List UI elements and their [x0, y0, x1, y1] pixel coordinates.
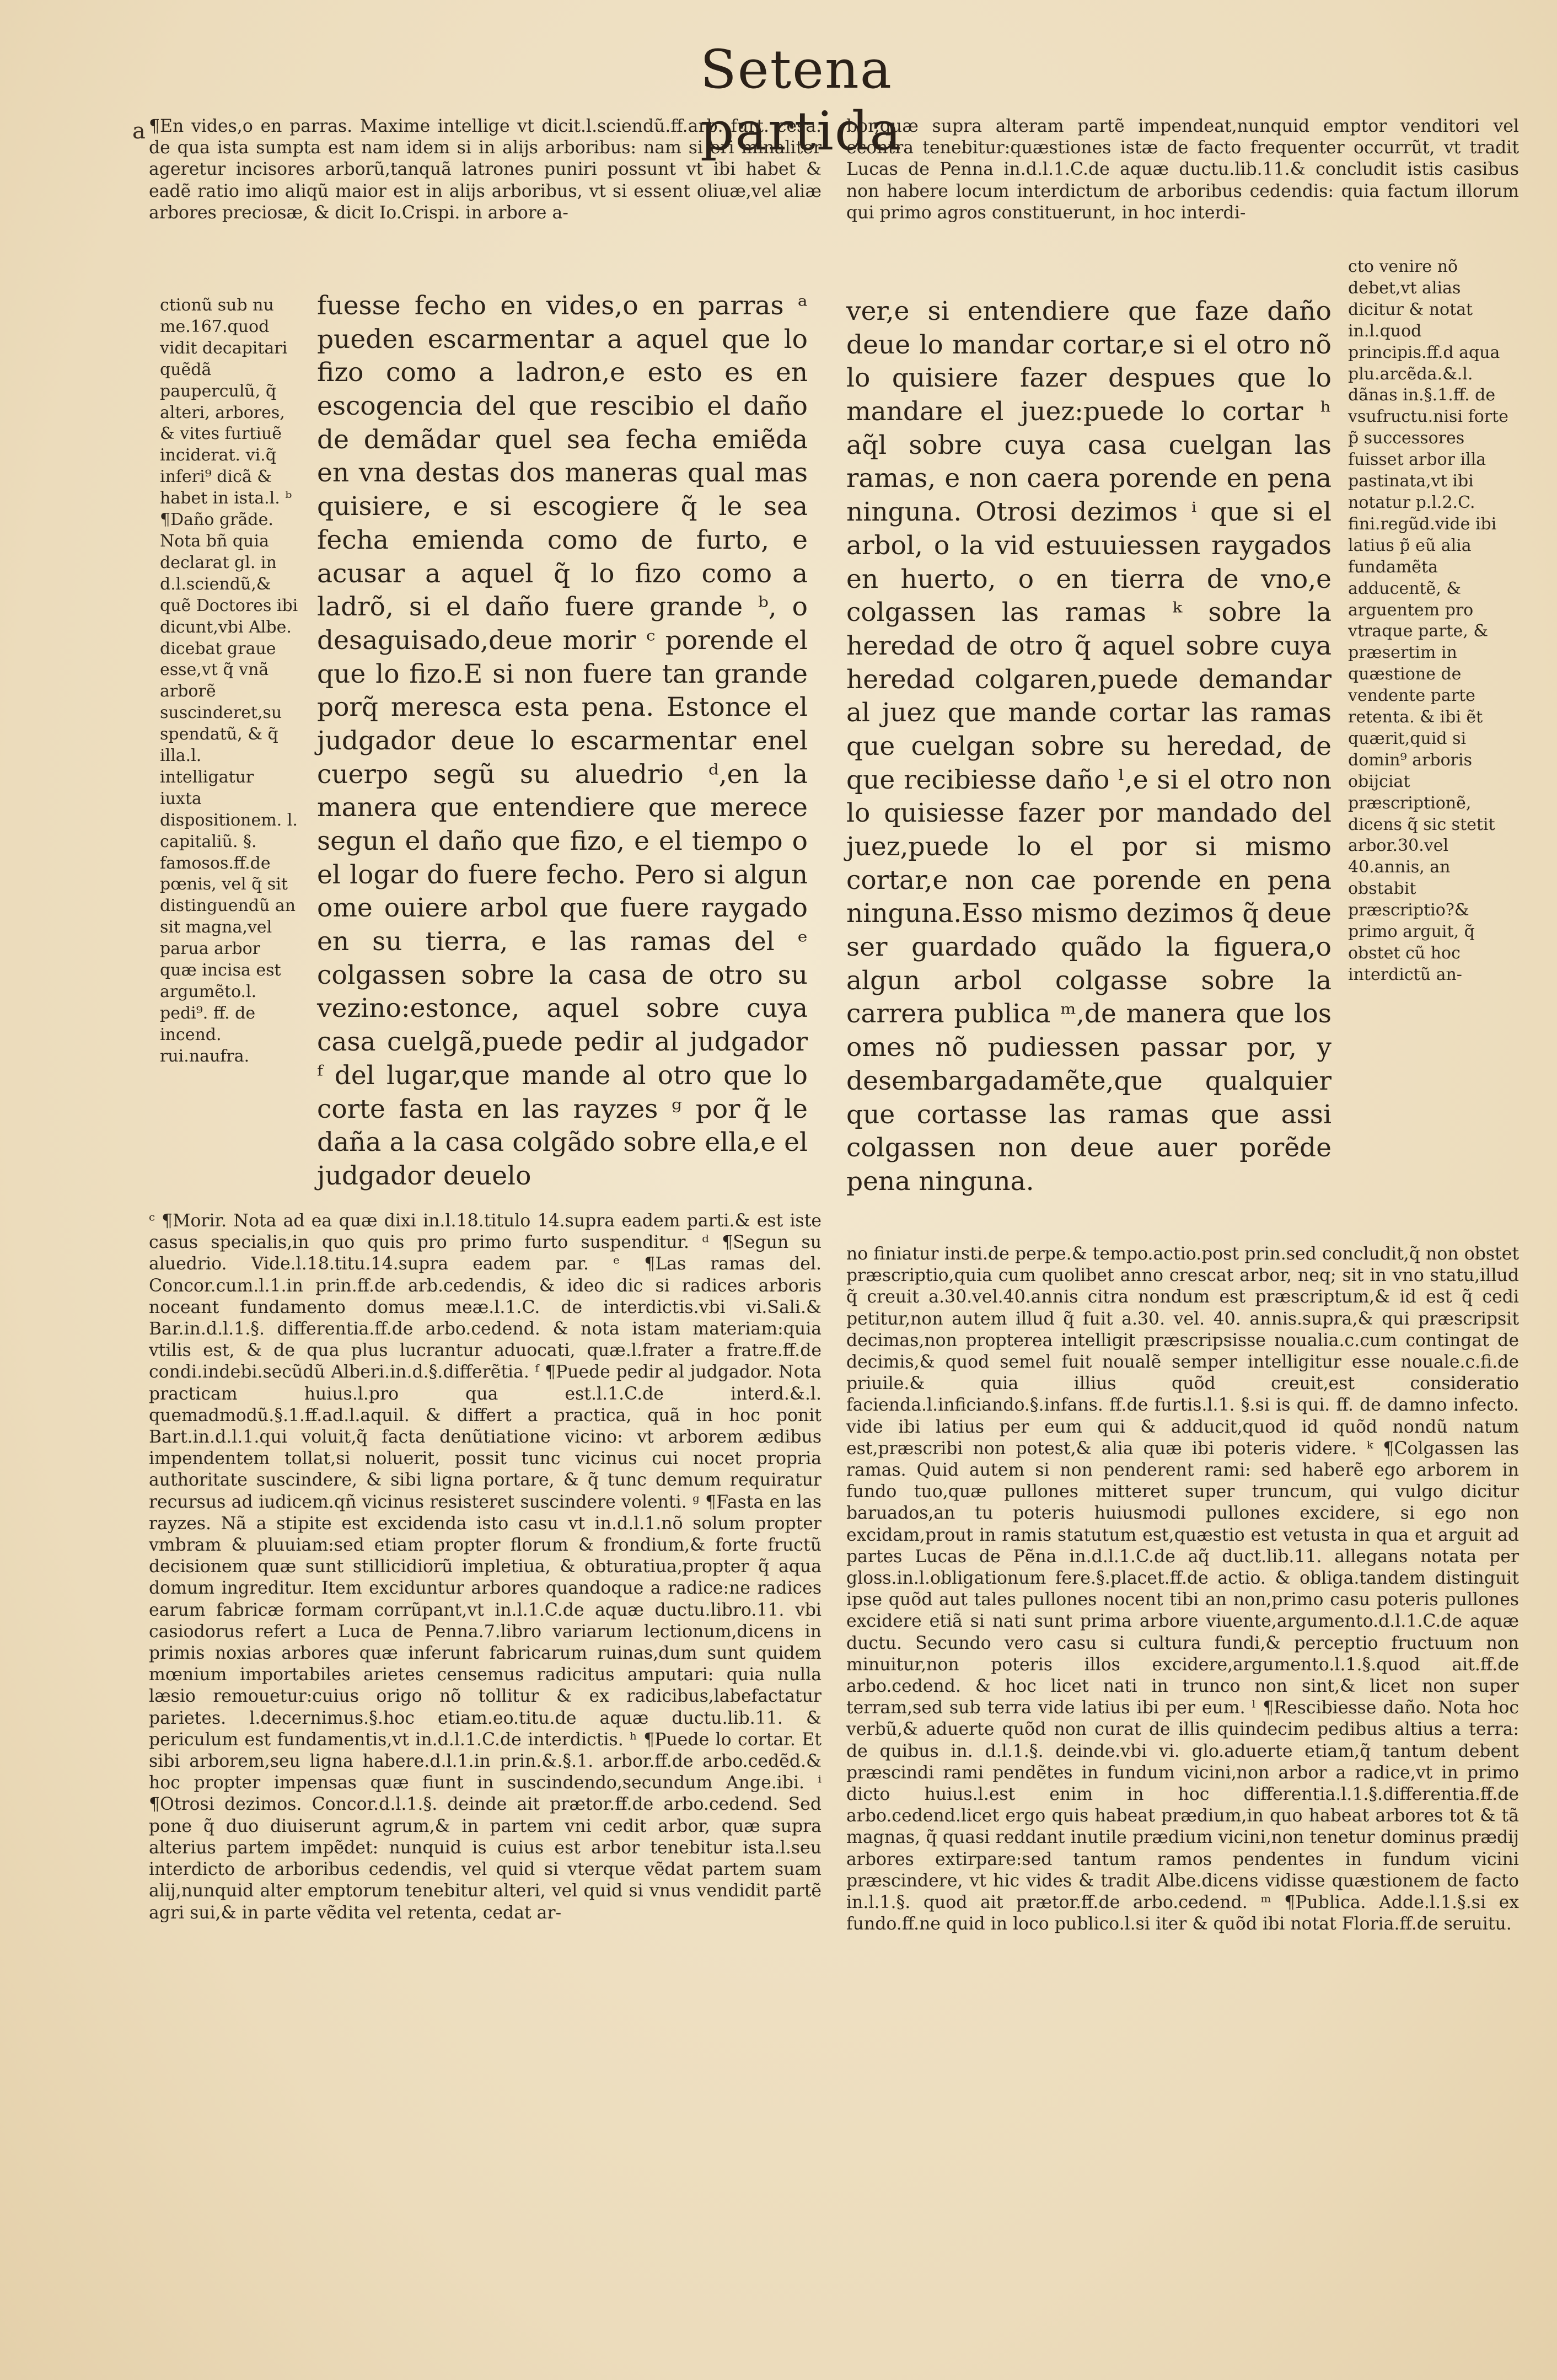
- gloss-paragraph: bor,quæ supra alteram partẽ impendeat,nunquid emptor venditori vel econtra tenebitur:quæstiones istæ de facto frequenter occurrũt, vt tradit Lucas de Penna in.d.l.1.C.de aquæ ductu.lib.11.& concludit istis casibus non habere locum interdictum de arboribus cedendis: quia factum illorum qui primo agros constituerunt, in hoc interdi-: [846, 116, 1519, 223]
- gloss-left-bottom: [149, 1210, 822, 1924]
- gloss-paragraph: ᶜ ¶Morir. Nota ad ea quæ dixi in.l.18.titulo 14.supra eadem parti.& est iste casus specialis,in quo quis pro primo furto suspenditur. ᵈ ¶Segun su aluedrio. Vide.l.18.titu.14.supra eadem par. ᵉ ¶Las ramas del. Concor.cum.l.1.in prin.ff.de arb.cedendis, & ideo dic si radices arboris noceant fundamento domus meæ.l.1.C. de interdictis.vbi vi.Sali.& Bar.in.d.l.1.§. differentia.ff.de arbo.cedend. & nota istam materiam:quia vtilis est, & de qua plus lucrantur aduocati, quæ.l.frater a fratre.ff.de condi.indebi.secũdũ Alberi.in.d.§.differẽtia. ᶠ ¶Puede pedir al judgador. Nota practicam huius.l.pro qua est.l.1.C.de interd.&.l. quemadmodũ.§.1.ff.ad.l.aquil. & differt a practica, quã in hoc ponit Bart.in.d.l.1.qui voluit,q̃ facta denũtiatione vicino: vt arborem ædibus impendentem tollat,si noluerit, possit tunc vicinus cui nocet propria authoritate suscindere, & sibi ligna portare, & q̃ tunc demum requiratur recursus ad iudicem.qñ vicinus resisteret suscindere volenti. ᵍ ¶Fasta en las rayzes. Nã a stipite est excidenda isto casu vt in.d.l.1.nõ solum propter vmbram & pluuiam:sed etiam propter florum & frondium,& forte fructũ decisionem quæ sunt stillicidiorũ impletiua, & obturatiua,propter q̃ aqua domum ingreditur. Item exciduntur arbores quandoque a radice:ne radices earum fabricæ formam corrũpant,vt in.l.1.C.de aquæ ductu.libro.11. vbi casiodorus refert a Luca de Penna.7.libro variarum lectionum,dicens in primis noxias arbores quæ inferunt fabricarum ruinas,dum sunt quidem mœnium importabiles arietes censemus radicitus amputari: quia nulla læsio remouetur:cuius origo nõ tollitur & ex radicibus,labefactatur parietes. l.decernimus.§.hoc etiam.eo.titu.de aquæ ductu.lib.11. & periculum est fundamentis,vt in.d.l.1.C.de interdictis. ʰ ¶Puede lo cortar. Et sibi arborem,seu ligna habere.d.l.1.in prin.&.§.1. arbor.ff.de arbo.cedẽd.& hoc propter impensas quæ fiunt in suscindendo,secundum Ange.ibi. ⁱ ¶Otrosi dezimos. Concor.d.l.1.§. deinde ait prætor.ff.de arbo.cedend. Sed pone q̃ duo diuiserunt agrum,& in partem vni cedit arbor, quæ supra alterius partem impẽdet: nunquid is cuius est arbor tenebitur ista.l.seu interdicto de arboribus cedendis, vel quid si vterque vẽdat partem suam alij,nunquid alter emptorum tenebitur alteri, vel quid si vnus vendidit partẽ agri sui,& in parte vẽdita vel retenta, cedat ar-: [149, 1211, 822, 1923]
- gloss-paragraph: no finiatur insti.de perpe.& tempo.actio.post prin.sed concludit,q̃ non obstet præscriptio,quia cum quolibet anno crescat arbor, neq; sit in vno statu,illud q̃ creuit a.30.vel.40.annis citra nondum est præscriptum,& id est q̃ cedi petitur,non autem illud q̃ fuit a.30. vel. 40. annis.supra,& qui præscripsit decimas,non propterea intelligit præscripsisse noualia.c.cum contingat de decimis,& quod semel fuit noualẽ semper intelligitur esse nouale.c.fi.de priuile.& quia illius quõd creuit,est consideratio facienda.l.inficiando.§.infans. ff.de furtis.l.1. §.si is qui. ff. de damno infecto. vide ibi latius per eum qui & adducit,quod id quõd nondũ natum est,præscribi non potest,& alia quæ ibi poteris videre. ᵏ ¶Colgassen las ramas. Quid autem si non penderent rami: sed haberẽ ego arborem in fundo tuo,quæ pullones mitteret super truncum, qui vulgo dicitur baruados,an tu poteris huiusmodi pullones excidere, si ego non excidam,prout in ramis statutum est,quæstio est vetusta in qua et arguit ad partes Lucas de Pẽna in.d.l.1.C.de aq̃ duct.lib.11. allegans notata per gloss.in.l.obligationum fere.§.placet.ff.de actio. & obliga.tandem distinguit ipse quõd aut tales pullones nocent tibi an non,primo casu poteris pullones excidere etiã si nati sunt prima arbore viuente,argumento.d.l.1.C.de aquæ ductu. Secundo vero casu si cultura fundi,& perceptio fructuum non minuitur,non poteris illos excidere,argumento.l.1.§.quod ait.ff.de arbo.cedend. & hoc licet nati in trunco non sint,& licet non super terram,sed sub terra vide latius ibi per eum. ˡ ¶Rescibiesse daño. Nota hoc verbũ,& aduerte quõd non curat de illis quindecim pedibus altius a terra: de quibus in. d.l.1.§. deinde.vbi vi. glo.aduerte etiam,q̃ tantum debent præscindi rami pendẽtes in fundum vicini,non arbor a radice,vt in primo dicto huius.l.est enim in hoc differentia.l.1.§.differentia.ff.de arbo.cedend.licet ergo quis habeat prædium,in quo habeat arbores tot & tã magnas, q̃ quasi reddant inutile prædium vicini,non tenetur dominus prædij arbores extirpare:sed tantum ramos pendentes in fundum vicini præscindere, vt hic vides & tradit Albe.dicens vidisse quæstionem de facto in.l.1.§. quod ait prætor.ff.de arbo.cedend. ᵐ ¶Publica. Adde.l.1.§.si ex fundo.ff.ne quid in loco publico.l.si iter & quõd ibi notat Floria.ff.de seruitu.: [846, 1244, 1519, 1934]
- main-text-right-column: [846, 295, 1331, 1199]
- main-text-left-column: [317, 290, 808, 1193]
- gloss-right-narrow: [1348, 256, 1511, 986]
- gloss-paragraph: ¶En vides,o en parras. Maxime intellige vt dicit.l.sciendũ.ff.arb. furt. cesa. de qua ista sumpta est nam idem si in alijs arboribus: nam si eri minaliter ageretur incisores arborũ,tanquã latrones puniri possunt vt ibi habet & eadẽ ratio imo aliqũ maior est in alijs arboribus, vt si essent oliuæ,vel aliæ arbores preciosæ, & dicit Io.Crispi. in arbore a-: [149, 116, 822, 223]
- law-text-right: ver,e si entendiere que faze daño deue lo mandar cortar,e si el otro nõ lo quisiere fazer despues que lo mandare el juez:puede lo cortar ʰ aq̃l sobre cuya casa cuelgan las ramas, e non caera porende en pena ninguna. Otrosi dezimos ⁱ que si el arbol, o la vid estuuiessen raygados en huerto, o en tierra de vno,e colgassen las ramas ᵏ sobre la heredad de otro q̃ aquel sobre cuya heredad colgaren,puede demandar al juez que mande cortar las ramas que cuelgan sobre su heredad, de que recibiesse daño ˡ,e si el otro non lo quisiesse fazer por mandado del juez,puede lo el por si mismo cortar,e non cae porende en pena ninguna.Esso mismo dezimos q̃ deue ser guardado quãdo la figuera,o algun arbol colgasse sobre la carrera publica ᵐ,de manera que los omes nõ pudiessen passar por, y desembargadamẽte,que qualquier que cortasse las ramas que assi colgassen non deue auer porẽde pena ninguna.: [846, 296, 1331, 1197]
- marginal-note-mark: a: [132, 119, 146, 144]
- gloss-right-bottom: [846, 1243, 1519, 1936]
- gloss-left-top: [149, 116, 822, 224]
- gloss-right-top: [846, 116, 1519, 224]
- gloss-paragraph: cto venire nõ debet,vt alias dicitur & notat in.l.quod principis.ff.d aqua plu.arcẽda.&.l. dãnas in.§.1.ff. de vsufructu.nisi forte p̃ successores fuisset arbor illa pastinata,vt ibi notatur p.l.2.C. fini.regũd.vide ibi latius p̃ eũ alia fundamẽta adducentẽ, & arguentem pro vtraque parte, & præsertim in quæstione de vendente parte retenta. & ibi ẽt quærit,quid si domin⁹ arboris obijciat præscriptionẽ, dicens q̃ sic stetit arbor.30.vel 40.annis, an obstabit præscriptio?& primo arguit, q̃ obstet cũ hoc interdictũ an-: [1348, 257, 1508, 984]
- gloss-paragraph: ctionũ sub nu me.167.quod vidit decapitari quẽdã pauperculũ, q̃ alteri, arbores, & vites furtiuẽ inciderat. vi.q̃ inferi⁹ dicã & habet in ista.l. ᵇ ¶Daño grãde. Nota bñ quia declarat gl. in d.l.sciendũ,& quẽ Doctores ibi dicunt,vbi Albe. dicebat graue esse,vt q̃ vnã arborẽ suscinderet,su spendatũ, & q̃ illa.l. intelligatur iuxta dispositionem. l. capitaliũ. §. famosos.ff.de pœnis, vel q̃ sit distinguendũ an sit magna,vel parua arbor quæ incisa est argumẽto.l. pedi⁹. ff. de incend. rui.naufra.: [160, 296, 298, 1066]
- gloss-left-narrow: [160, 295, 300, 1068]
- law-text-left: fuesse fecho en vides,o en parras ᵃ pueden escarmentar a aquel que lo fizo como a ladron,e esto es en escogencia del que rescibio el daño de demãdar quel sea fecha emiẽda en vna destas dos maneras qual mas quisiere, e si escogiere q̃ le sea fecha emienda como de furto, e acusar a aquel q̃ lo fizo como a ladrõ, si el daño fuere grande ᵇ, o desaguisado,deue morir ᶜ porende el que lo fizo.E si non fuere tan grande porq̃ meresca esta pena. Estonce el judgador deue lo escarmentar enel cuerpo segũ su aluedrio ᵈ,en la manera que entendiere que merece segun el daño que fizo, e el tiempo o el logar do fuere fecho. Pero si algun ome ouiere arbol que fuere raygado en su tierra, e las ramas del ᵉ colgassen sobre la casa de otro su vezino:estonce, aquel sobre cuya casa cuelgã,puede pedir al judgador ᶠ del lugar,que mande al otro que lo corte fasta en las rayzes ᵍ por q̃ le daña a la casa colgãdo sobre ella,e el judgador deuelo: [317, 291, 808, 1191]
- running-header: Setena partida: [700, 39, 903, 162]
